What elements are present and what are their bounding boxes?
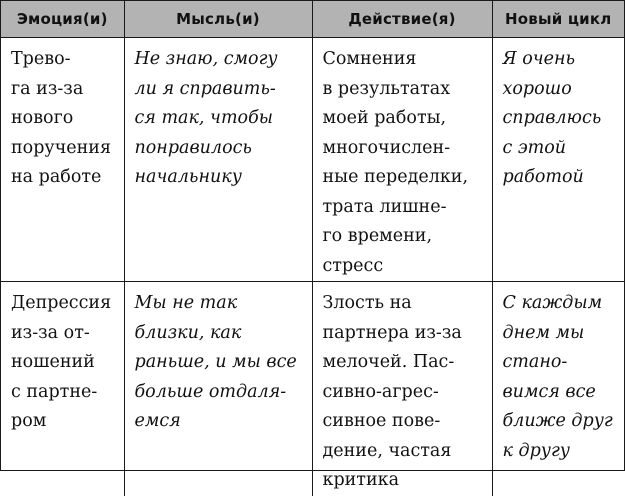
text-line: ли я справить-: [134, 78, 276, 99]
text-line: в результатах: [322, 78, 451, 99]
text-line: многочислен-: [322, 137, 451, 158]
cell-thought: [124, 282, 312, 496]
header-row: [1, 1, 624, 38]
text-line: го времени,: [322, 226, 433, 246]
text-line: критика: [322, 470, 400, 490]
text-line: Сомнения: [322, 49, 417, 69]
text-line: Трево-: [11, 49, 71, 69]
text-line: га из-за: [11, 78, 84, 99]
text-line: Мы не так: [134, 293, 238, 313]
text-line: хорошо: [502, 78, 572, 99]
text-line: с партне-: [11, 381, 98, 402]
text-line: ся так, чтобы: [134, 108, 274, 128]
header-action: Действие(я): [312, 1, 492, 38]
table-row: [1, 282, 624, 496]
text-line: справлюсь: [502, 108, 602, 128]
cell-thought: [124, 38, 312, 282]
text-line: ношений: [11, 352, 95, 372]
table-row: [1, 38, 624, 282]
text-line: мелочей. Пас-: [322, 352, 455, 372]
text-line: поручения: [11, 137, 111, 158]
text-line: больше отдаля-: [134, 381, 287, 402]
text-line: С каждым: [502, 293, 603, 313]
cell-action: [312, 282, 492, 496]
text-line: Злость на: [322, 293, 412, 313]
text-line: работой: [502, 167, 584, 187]
cell-new-cycle: [492, 282, 624, 496]
text-line: стресс: [322, 255, 384, 276]
text-line: раньше, и мы все: [134, 352, 297, 372]
text-line: Депрессия: [11, 293, 112, 313]
text-line: моей работы,: [322, 108, 447, 128]
text-line: ные переделки,: [322, 167, 469, 187]
cell-emotion: [1, 282, 124, 496]
text-line: Я очень: [502, 49, 576, 69]
text-line: понравилось: [134, 137, 252, 158]
header-emotion: Эмоция(и): [1, 1, 124, 38]
text-line: емся: [134, 411, 181, 431]
text-line: близки, как: [134, 322, 242, 343]
cell-emotion: [1, 38, 124, 282]
text-line: ром: [11, 411, 47, 431]
text-line: нового: [11, 108, 74, 128]
text-line: трата лишне-: [322, 196, 447, 217]
text-line: на работе: [11, 167, 102, 187]
text-line: из-за от-: [11, 322, 90, 343]
text-line: к другу: [502, 440, 570, 461]
text-line: днем мы: [502, 322, 585, 343]
cell-action: [312, 38, 492, 282]
text-line: сивно-агрес-: [322, 381, 439, 402]
text-line: ближе друг: [502, 411, 613, 431]
text-line: партнера из-за: [322, 322, 462, 343]
text-line: начальнику: [134, 167, 242, 187]
text-line: стано-: [502, 352, 568, 372]
header-thought: Мысль(и): [124, 1, 312, 38]
text-line: дение, частая: [322, 440, 452, 461]
text-line: вимся все: [502, 381, 596, 402]
text-line: Не знаю, смогу: [134, 49, 278, 69]
header-new-cycle: Новый цикл: [492, 1, 624, 38]
emotion-thought-action-table: [1, 1, 624, 496]
text-line: с этой: [502, 137, 567, 158]
cell-new-cycle: [492, 38, 624, 282]
text-line: сивное пове-: [322, 411, 441, 431]
